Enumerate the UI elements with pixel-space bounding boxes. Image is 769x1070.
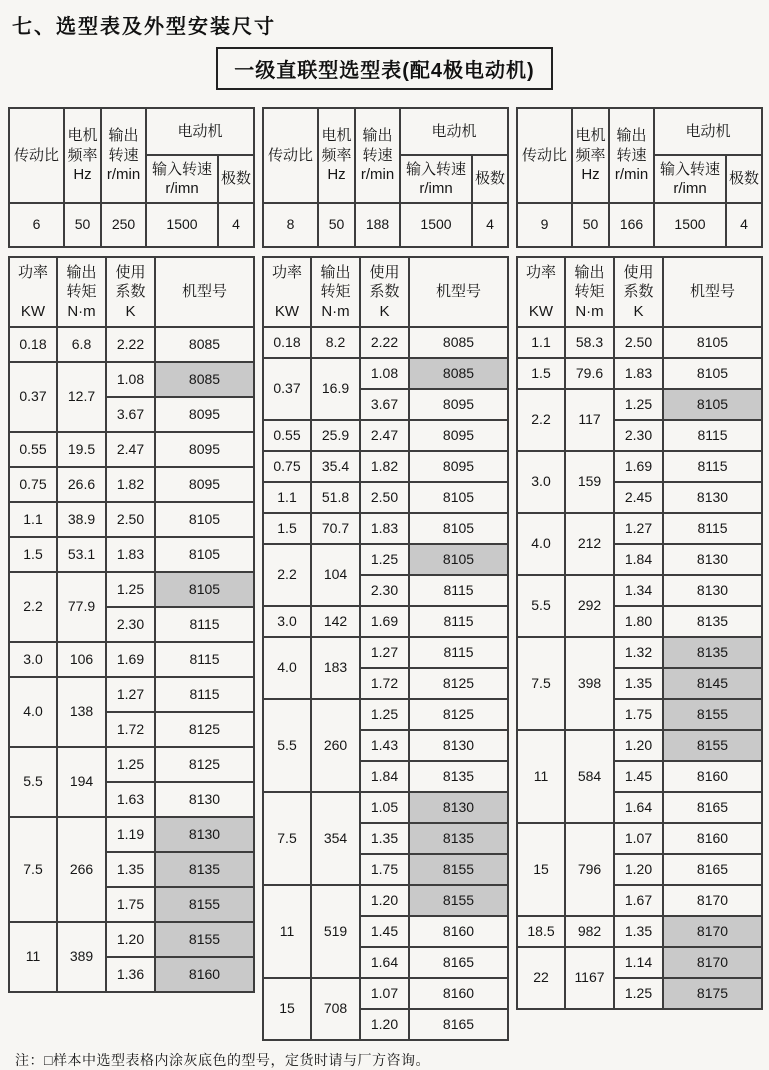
power-cell: 0.18 bbox=[9, 327, 57, 362]
k-cell: 1.83 bbox=[360, 513, 409, 544]
power-cell: 0.75 bbox=[9, 467, 57, 502]
spec-header-poles: 极数 bbox=[472, 155, 508, 203]
k-cell: 2.30 bbox=[106, 607, 155, 642]
power-cell: 4.0 bbox=[263, 637, 311, 699]
table-row bbox=[517, 389, 762, 420]
model-cell: 8160 bbox=[409, 978, 508, 1009]
model-cell: 8105 bbox=[155, 572, 254, 607]
k-cell: 1.82 bbox=[106, 467, 155, 502]
k-cell: 1.35 bbox=[614, 668, 663, 699]
model-cell: 8105 bbox=[663, 389, 762, 420]
spec-value-ratio: 9 bbox=[517, 203, 572, 247]
torque-cell: 266 bbox=[57, 817, 106, 922]
power-cell: 0.18 bbox=[263, 327, 311, 358]
k-cell: 1.35 bbox=[360, 823, 409, 854]
table-row bbox=[9, 922, 254, 957]
spec-header-out-speed: 输出 转速 r/min bbox=[101, 108, 146, 203]
selection-column bbox=[8, 107, 253, 993]
k-cell: 1.27 bbox=[106, 677, 155, 712]
table-row bbox=[517, 575, 762, 606]
power-cell: 22 bbox=[517, 947, 565, 1009]
torque-cell: 796 bbox=[565, 823, 614, 916]
k-cell: 1.05 bbox=[360, 792, 409, 823]
spec-table bbox=[8, 107, 255, 248]
power-cell: 5.5 bbox=[263, 699, 311, 792]
table-row bbox=[9, 467, 254, 502]
k-cell: 2.30 bbox=[614, 420, 663, 451]
spec-header-poles: 极数 bbox=[726, 155, 762, 203]
k-cell: 1.27 bbox=[614, 513, 663, 544]
k-cell: 1.35 bbox=[614, 916, 663, 947]
model-cell: 8130 bbox=[663, 482, 762, 513]
spec-header-motor: 电动机 bbox=[146, 108, 254, 155]
model-cell: 8155 bbox=[155, 887, 254, 922]
k-cell: 1.08 bbox=[106, 362, 155, 397]
table-row bbox=[263, 606, 508, 637]
k-cell: 1.20 bbox=[614, 854, 663, 885]
model-cell: 8135 bbox=[155, 852, 254, 887]
model-cell: 8115 bbox=[155, 642, 254, 677]
torque-cell: 389 bbox=[57, 922, 106, 992]
k-cell: 1.43 bbox=[360, 730, 409, 761]
tables-container bbox=[8, 107, 761, 1041]
spec-header-ratio: 传动比 bbox=[263, 108, 318, 203]
table-row bbox=[9, 362, 254, 397]
torque-cell: 183 bbox=[311, 637, 360, 699]
torque-cell: 519 bbox=[311, 885, 360, 978]
model-cell: 8105 bbox=[155, 537, 254, 572]
k-cell: 2.22 bbox=[360, 327, 409, 358]
table-row bbox=[517, 513, 762, 544]
k-cell: 2.30 bbox=[360, 575, 409, 606]
model-cell: 8170 bbox=[663, 885, 762, 916]
spec-header-freq: 电机 频率 Hz bbox=[572, 108, 609, 203]
table-row bbox=[263, 544, 508, 575]
k-cell: 1.45 bbox=[360, 916, 409, 947]
power-cell: 3.0 bbox=[263, 606, 311, 637]
power-cell: 11 bbox=[517, 730, 565, 823]
main-header-power: 功率 KW bbox=[9, 257, 57, 327]
power-cell: 0.37 bbox=[9, 362, 57, 432]
main-header-factor: 使用 系数 K bbox=[360, 257, 409, 327]
model-cell: 8125 bbox=[155, 712, 254, 747]
model-cell: 8130 bbox=[409, 792, 508, 823]
footnote: 注：□样本中选型表格内涂灰底色的型号，定货时请与厂方咨询。 bbox=[15, 1052, 430, 1068]
model-cell: 8115 bbox=[409, 575, 508, 606]
power-cell: 3.0 bbox=[9, 642, 57, 677]
k-cell: 1.32 bbox=[614, 637, 663, 668]
spec-header-out-speed: 输出 转速 r/min bbox=[609, 108, 654, 203]
model-cell: 8130 bbox=[663, 575, 762, 606]
table-row bbox=[517, 823, 762, 854]
model-cell: 8165 bbox=[663, 854, 762, 885]
power-cell: 4.0 bbox=[517, 513, 565, 575]
torque-cell: 25.9 bbox=[311, 420, 360, 451]
main-header-model: 机型号 bbox=[409, 257, 508, 327]
main-header-model: 机型号 bbox=[663, 257, 762, 327]
spec-header-in-speed: 输入转速 r/imn bbox=[146, 155, 218, 203]
k-cell: 1.25 bbox=[106, 572, 155, 607]
spec-value-poles: 4 bbox=[726, 203, 762, 247]
torque-cell: 117 bbox=[565, 389, 614, 451]
model-cell: 8165 bbox=[409, 947, 508, 978]
spec-value-freq: 50 bbox=[318, 203, 355, 247]
power-cell: 18.5 bbox=[517, 916, 565, 947]
torque-cell: 1167 bbox=[565, 947, 614, 1009]
torque-cell: 982 bbox=[565, 916, 614, 947]
model-cell: 8105 bbox=[409, 544, 508, 575]
model-cell: 8115 bbox=[663, 420, 762, 451]
table-row bbox=[517, 916, 762, 947]
torque-cell: 584 bbox=[565, 730, 614, 823]
power-cell: 0.37 bbox=[263, 358, 311, 420]
model-cell: 8095 bbox=[155, 467, 254, 502]
table-row bbox=[9, 747, 254, 782]
k-cell: 1.45 bbox=[614, 761, 663, 792]
main-header-power: 功率 KW bbox=[263, 257, 311, 327]
torque-cell: 292 bbox=[565, 575, 614, 637]
model-cell: 8130 bbox=[155, 817, 254, 852]
model-cell: 8085 bbox=[409, 358, 508, 389]
table-row bbox=[263, 482, 508, 513]
table-row bbox=[9, 572, 254, 607]
power-cell: 1.5 bbox=[517, 358, 565, 389]
table-row bbox=[263, 451, 508, 482]
k-cell: 1.20 bbox=[360, 1009, 409, 1040]
spec-value-out-speed: 250 bbox=[101, 203, 146, 247]
k-cell: 1.19 bbox=[106, 817, 155, 852]
torque-cell: 142 bbox=[311, 606, 360, 637]
power-cell: 1.1 bbox=[9, 502, 57, 537]
subtitle-box: 一级直联型选型表(配4极电动机) bbox=[216, 47, 552, 90]
model-cell: 8125 bbox=[409, 699, 508, 730]
spec-value-ratio: 8 bbox=[263, 203, 318, 247]
k-cell: 1.08 bbox=[360, 358, 409, 389]
torque-cell: 58.3 bbox=[565, 327, 614, 358]
model-cell: 8155 bbox=[409, 885, 508, 916]
power-cell: 2.2 bbox=[9, 572, 57, 642]
subtitle-row bbox=[8, 47, 761, 90]
model-cell: 8085 bbox=[155, 362, 254, 397]
model-cell: 8155 bbox=[155, 922, 254, 957]
spec-header-in-speed: 输入转速 r/imn bbox=[654, 155, 726, 203]
power-cell: 7.5 bbox=[9, 817, 57, 922]
torque-cell: 138 bbox=[57, 677, 106, 747]
torque-cell: 106 bbox=[57, 642, 106, 677]
k-cell: 1.25 bbox=[360, 699, 409, 730]
k-cell: 1.64 bbox=[360, 947, 409, 978]
table-row bbox=[263, 327, 508, 358]
table-row bbox=[517, 947, 762, 978]
torque-cell: 212 bbox=[565, 513, 614, 575]
model-cell: 8135 bbox=[409, 761, 508, 792]
model-cell: 8130 bbox=[409, 730, 508, 761]
table-row bbox=[263, 699, 508, 730]
k-cell: 2.47 bbox=[106, 432, 155, 467]
k-cell: 1.75 bbox=[614, 699, 663, 730]
spec-header-in-speed: 输入转速 r/imn bbox=[400, 155, 472, 203]
model-cell: 8115 bbox=[409, 637, 508, 668]
main-header-torque: 输出 转矩 N·m bbox=[565, 257, 614, 327]
table-row bbox=[263, 420, 508, 451]
main-header-factor: 使用 系数 K bbox=[106, 257, 155, 327]
k-cell: 1.83 bbox=[614, 358, 663, 389]
spec-header-out-speed: 输出 转速 r/min bbox=[355, 108, 400, 203]
spec-header-ratio: 传动比 bbox=[9, 108, 64, 203]
main-header-model: 机型号 bbox=[155, 257, 254, 327]
torque-cell: 8.2 bbox=[311, 327, 360, 358]
model-cell: 8155 bbox=[663, 730, 762, 761]
k-cell: 1.72 bbox=[360, 668, 409, 699]
table-row bbox=[9, 642, 254, 677]
power-cell: 1.1 bbox=[517, 327, 565, 358]
main-header-torque: 输出 转矩 N·m bbox=[311, 257, 360, 327]
model-cell: 8085 bbox=[155, 327, 254, 362]
main-table bbox=[8, 256, 255, 993]
k-cell: 2.50 bbox=[614, 327, 663, 358]
k-cell: 1.14 bbox=[614, 947, 663, 978]
k-cell: 1.25 bbox=[614, 978, 663, 1009]
k-cell: 1.84 bbox=[360, 761, 409, 792]
k-cell: 1.20 bbox=[360, 885, 409, 916]
selection-column bbox=[516, 107, 761, 1010]
model-cell: 8095 bbox=[409, 451, 508, 482]
spec-header-motor: 电动机 bbox=[654, 108, 762, 155]
torque-cell: 354 bbox=[311, 792, 360, 885]
k-cell: 1.07 bbox=[614, 823, 663, 854]
k-cell: 1.82 bbox=[360, 451, 409, 482]
table-row bbox=[9, 677, 254, 712]
spec-value-in-speed: 1500 bbox=[400, 203, 472, 247]
spec-value-poles: 4 bbox=[218, 203, 254, 247]
model-cell: 8130 bbox=[155, 782, 254, 817]
k-cell: 1.25 bbox=[614, 389, 663, 420]
model-cell: 8115 bbox=[409, 606, 508, 637]
main-table bbox=[516, 256, 763, 1010]
model-cell: 8115 bbox=[155, 677, 254, 712]
model-cell: 8125 bbox=[155, 747, 254, 782]
k-cell: 1.07 bbox=[360, 978, 409, 1009]
torque-cell: 53.1 bbox=[57, 537, 106, 572]
k-cell: 2.50 bbox=[106, 502, 155, 537]
power-cell: 11 bbox=[263, 885, 311, 978]
k-cell: 2.50 bbox=[360, 482, 409, 513]
model-cell: 8105 bbox=[409, 513, 508, 544]
torque-cell: 77.9 bbox=[57, 572, 106, 642]
model-cell: 8135 bbox=[409, 823, 508, 854]
power-cell: 7.5 bbox=[263, 792, 311, 885]
torque-cell: 708 bbox=[311, 978, 360, 1040]
k-cell: 1.34 bbox=[614, 575, 663, 606]
k-cell: 1.72 bbox=[106, 712, 155, 747]
power-cell: 5.5 bbox=[9, 747, 57, 817]
power-cell: 15 bbox=[517, 823, 565, 916]
table-row bbox=[263, 792, 508, 823]
power-cell: 0.75 bbox=[263, 451, 311, 482]
model-cell: 8170 bbox=[663, 916, 762, 947]
k-cell: 2.45 bbox=[614, 482, 663, 513]
k-cell: 1.25 bbox=[360, 544, 409, 575]
k-cell: 3.67 bbox=[106, 397, 155, 432]
torque-cell: 12.7 bbox=[57, 362, 106, 432]
power-cell: 4.0 bbox=[9, 677, 57, 747]
model-cell: 8135 bbox=[663, 637, 762, 668]
model-cell: 8135 bbox=[663, 606, 762, 637]
model-cell: 8105 bbox=[155, 502, 254, 537]
table-row bbox=[517, 730, 762, 761]
k-cell: 1.27 bbox=[360, 637, 409, 668]
model-cell: 8115 bbox=[155, 607, 254, 642]
k-cell: 1.20 bbox=[106, 922, 155, 957]
power-cell: 1.1 bbox=[263, 482, 311, 513]
k-cell: 1.20 bbox=[614, 730, 663, 761]
page-title: 七、选型表及外型安装尺寸 bbox=[12, 16, 276, 38]
spec-header-freq: 电机 频率 Hz bbox=[64, 108, 101, 203]
model-cell: 8105 bbox=[663, 358, 762, 389]
k-cell: 1.36 bbox=[106, 957, 155, 992]
table-row bbox=[263, 513, 508, 544]
model-cell: 8125 bbox=[409, 668, 508, 699]
k-cell: 1.64 bbox=[614, 792, 663, 823]
table-row bbox=[9, 817, 254, 852]
torque-cell: 19.5 bbox=[57, 432, 106, 467]
torque-cell: 260 bbox=[311, 699, 360, 792]
selection-column bbox=[262, 107, 507, 1041]
spec-value-freq: 50 bbox=[572, 203, 609, 247]
spec-header-motor: 电动机 bbox=[400, 108, 508, 155]
main-table bbox=[262, 256, 509, 1041]
power-cell: 2.2 bbox=[517, 389, 565, 451]
k-cell: 2.22 bbox=[106, 327, 155, 362]
k-cell: 1.69 bbox=[106, 642, 155, 677]
spec-value-in-speed: 1500 bbox=[654, 203, 726, 247]
k-cell: 1.25 bbox=[106, 747, 155, 782]
model-cell: 8115 bbox=[663, 451, 762, 482]
torque-cell: 70.7 bbox=[311, 513, 360, 544]
model-cell: 8155 bbox=[409, 854, 508, 885]
spec-header-freq: 电机 频率 Hz bbox=[318, 108, 355, 203]
k-cell: 1.80 bbox=[614, 606, 663, 637]
k-cell: 1.75 bbox=[360, 854, 409, 885]
model-cell: 8145 bbox=[663, 668, 762, 699]
model-cell: 8115 bbox=[663, 513, 762, 544]
table-row bbox=[517, 451, 762, 482]
table-row bbox=[517, 358, 762, 389]
table-row bbox=[9, 537, 254, 572]
spec-value-out-speed: 166 bbox=[609, 203, 654, 247]
torque-cell: 35.4 bbox=[311, 451, 360, 482]
torque-cell: 398 bbox=[565, 637, 614, 730]
torque-cell: 38.9 bbox=[57, 502, 106, 537]
torque-cell: 159 bbox=[565, 451, 614, 513]
k-cell: 1.67 bbox=[614, 885, 663, 916]
spec-header-poles: 极数 bbox=[218, 155, 254, 203]
model-cell: 8160 bbox=[409, 916, 508, 947]
table-row bbox=[263, 637, 508, 668]
k-cell: 1.84 bbox=[614, 544, 663, 575]
table-row bbox=[263, 885, 508, 916]
power-cell: 1.5 bbox=[9, 537, 57, 572]
model-cell: 8160 bbox=[663, 761, 762, 792]
power-cell: 15 bbox=[263, 978, 311, 1040]
spec-value-ratio: 6 bbox=[9, 203, 64, 247]
table-row bbox=[9, 327, 254, 362]
torque-cell: 104 bbox=[311, 544, 360, 606]
torque-cell: 194 bbox=[57, 747, 106, 817]
model-cell: 8095 bbox=[155, 432, 254, 467]
model-cell: 8165 bbox=[409, 1009, 508, 1040]
spec-value-freq: 50 bbox=[64, 203, 101, 247]
spec-value-poles: 4 bbox=[472, 203, 508, 247]
model-cell: 8175 bbox=[663, 978, 762, 1009]
k-cell: 1.69 bbox=[360, 606, 409, 637]
k-cell: 1.83 bbox=[106, 537, 155, 572]
model-cell: 8170 bbox=[663, 947, 762, 978]
k-cell: 1.63 bbox=[106, 782, 155, 817]
main-header-torque: 输出 转矩 N·m bbox=[57, 257, 106, 327]
model-cell: 8085 bbox=[409, 327, 508, 358]
k-cell: 2.47 bbox=[360, 420, 409, 451]
table-row bbox=[517, 327, 762, 358]
model-cell: 8095 bbox=[155, 397, 254, 432]
table-row bbox=[9, 502, 254, 537]
main-header-factor: 使用 系数 K bbox=[614, 257, 663, 327]
torque-cell: 79.6 bbox=[565, 358, 614, 389]
power-cell: 5.5 bbox=[517, 575, 565, 637]
k-cell: 1.35 bbox=[106, 852, 155, 887]
model-cell: 8095 bbox=[409, 420, 508, 451]
power-cell: 11 bbox=[9, 922, 57, 992]
table-row bbox=[263, 978, 508, 1009]
model-cell: 8095 bbox=[409, 389, 508, 420]
power-cell: 0.55 bbox=[263, 420, 311, 451]
model-cell: 8130 bbox=[663, 544, 762, 575]
power-cell: 3.0 bbox=[517, 451, 565, 513]
spec-table bbox=[262, 107, 509, 248]
torque-cell: 26.6 bbox=[57, 467, 106, 502]
spec-value-out-speed: 188 bbox=[355, 203, 400, 247]
table-row bbox=[517, 637, 762, 668]
model-cell: 8155 bbox=[663, 699, 762, 730]
table-row bbox=[9, 432, 254, 467]
spec-value-in-speed: 1500 bbox=[146, 203, 218, 247]
model-cell: 8165 bbox=[663, 792, 762, 823]
torque-cell: 51.8 bbox=[311, 482, 360, 513]
spec-table bbox=[516, 107, 763, 248]
torque-cell: 6.8 bbox=[57, 327, 106, 362]
k-cell: 3.67 bbox=[360, 389, 409, 420]
power-cell: 7.5 bbox=[517, 637, 565, 730]
k-cell: 1.69 bbox=[614, 451, 663, 482]
torque-cell: 16.9 bbox=[311, 358, 360, 420]
spec-header-ratio: 传动比 bbox=[517, 108, 572, 203]
model-cell: 8160 bbox=[155, 957, 254, 992]
power-cell: 0.55 bbox=[9, 432, 57, 467]
main-header-power: 功率 KW bbox=[517, 257, 565, 327]
model-cell: 8105 bbox=[663, 327, 762, 358]
power-cell: 1.5 bbox=[263, 513, 311, 544]
model-cell: 8105 bbox=[409, 482, 508, 513]
power-cell: 2.2 bbox=[263, 544, 311, 606]
model-cell: 8160 bbox=[663, 823, 762, 854]
table-row bbox=[263, 358, 508, 389]
k-cell: 1.75 bbox=[106, 887, 155, 922]
